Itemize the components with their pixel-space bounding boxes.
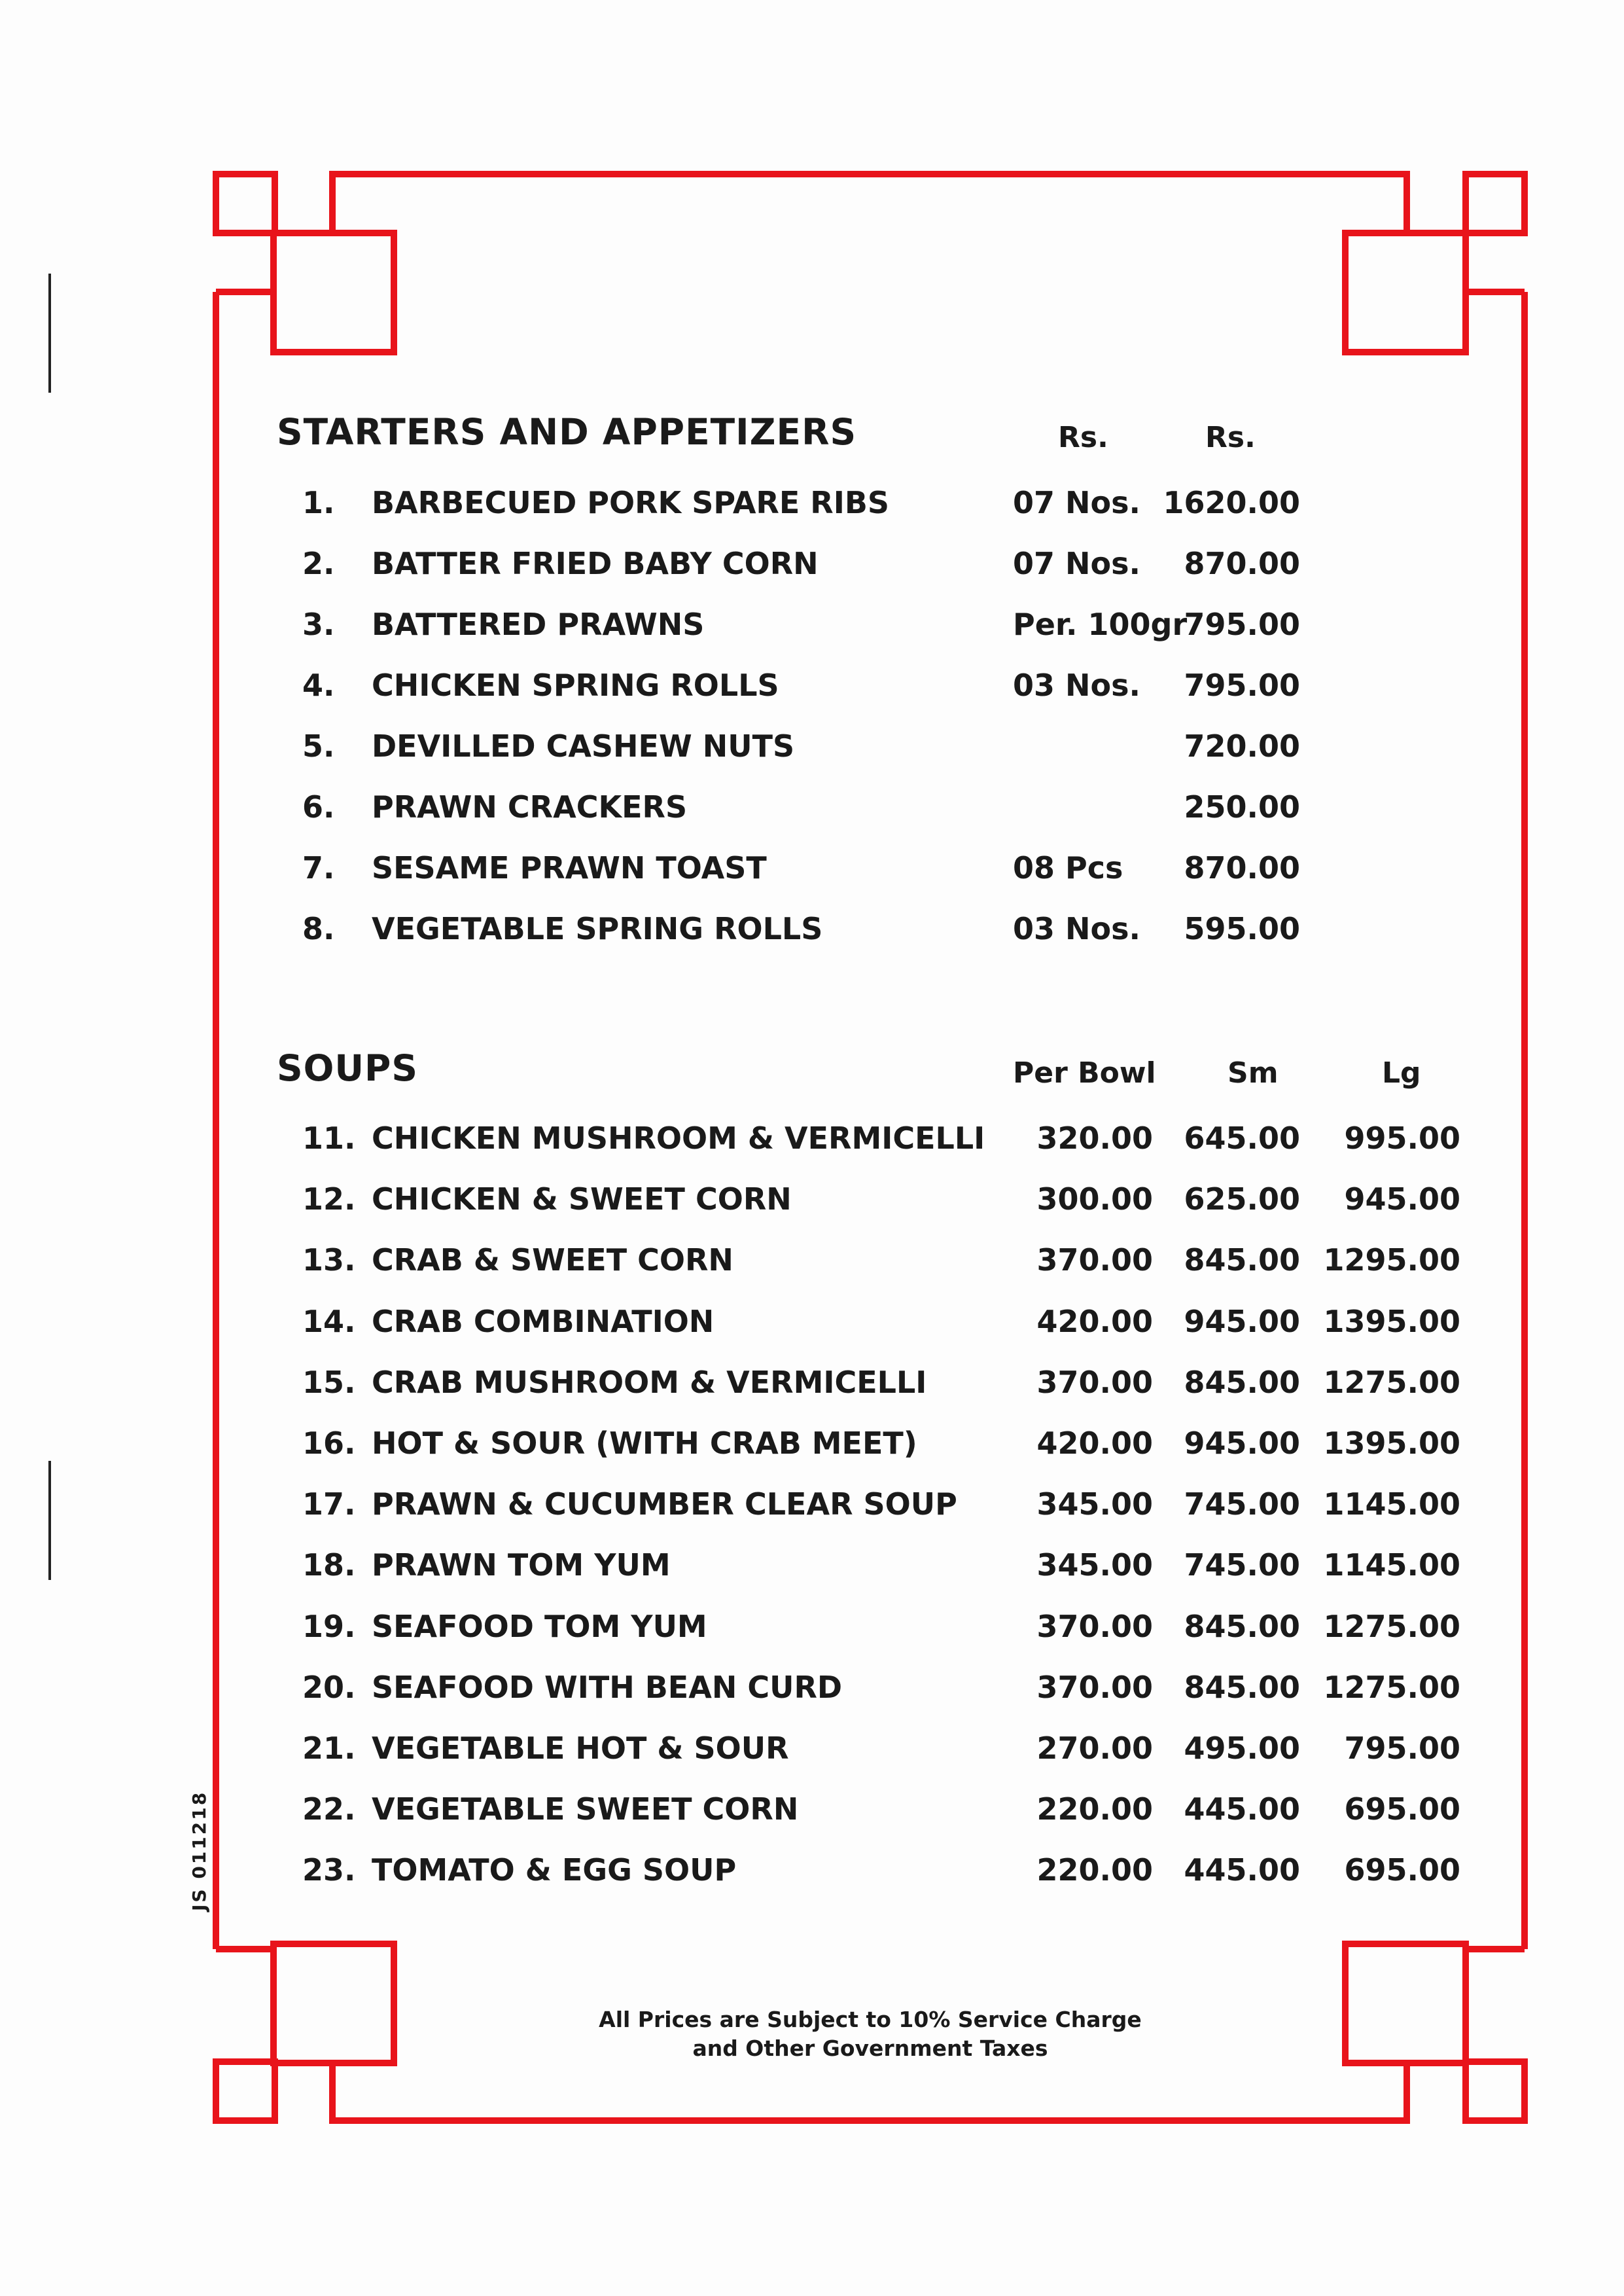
item-name: VEGETABLE SPRING ROLLS: [372, 911, 823, 946]
item-price-small: 845.00: [1184, 1608, 1300, 1644]
item-name: BARBECUED PORK SPARE RIBS: [372, 485, 890, 520]
soup-row: [0, 1119, 1624, 1158]
item-price-small: 625.00: [1184, 1181, 1300, 1217]
item-name: CHICKEN MUSHROOM & VERMICELLI: [372, 1121, 985, 1156]
item-price: 795.00: [1184, 668, 1300, 703]
starter-row: [0, 726, 1624, 766]
item-name: SESAME PRAWN TOAST: [372, 850, 767, 886]
item-price-large: 1145.00: [1323, 1547, 1460, 1583]
item-number: 21.: [302, 1731, 356, 1766]
footer-line-1: All Prices are Subject to 10% Service Charge: [599, 2007, 1142, 2032]
item-name: CRAB COMBINATION: [372, 1303, 715, 1339]
frame-corner-top-right-box-1: [1466, 174, 1525, 233]
frame-corner-top-right-box-2: [1345, 233, 1466, 352]
item-name: PRAWN & CUCUMBER CLEAR SOUP: [372, 1486, 957, 1522]
item-price-per-bowl: 370.00: [1036, 1242, 1153, 1278]
item-name: VEGETABLE HOT & SOUR: [372, 1731, 789, 1766]
item-number: 6.: [302, 789, 335, 825]
item-number: 15.: [302, 1364, 356, 1400]
item-name: CRAB MUSHROOM & VERMICELLI: [372, 1364, 927, 1400]
item-price: 870.00: [1184, 850, 1300, 886]
soups-col-sm: Sm: [1227, 1056, 1279, 1090]
item-number: 7.: [302, 850, 335, 886]
item-number: 14.: [302, 1303, 356, 1339]
soup-row: [0, 1607, 1624, 1646]
starter-row: [0, 787, 1624, 827]
item-number: 8.: [302, 911, 335, 946]
item-price-small: 745.00: [1184, 1486, 1300, 1522]
item-price-small: 745.00: [1184, 1547, 1300, 1583]
item-name: HOT & SOUR (WITH CRAB MEET): [372, 1426, 917, 1461]
item-price-large: 1275.00: [1323, 1364, 1460, 1400]
soup-row: [0, 1363, 1624, 1402]
margin-mark-top: [48, 274, 51, 393]
soup-row: [0, 1729, 1624, 1768]
item-price-per-bowl: 320.00: [1036, 1121, 1153, 1156]
item-price-small: 945.00: [1184, 1426, 1300, 1461]
starters-col-rs-1: Rs.: [1058, 421, 1108, 454]
item-price: 595.00: [1184, 911, 1300, 946]
soup-row: [0, 1179, 1624, 1219]
item-portion: 07 Nos.: [1013, 485, 1140, 520]
soup-row: [0, 1484, 1624, 1524]
frame-top-edge: [332, 174, 1407, 234]
item-price: 1620.00: [1163, 485, 1300, 520]
item-number: 17.: [302, 1486, 356, 1522]
item-price-large: 1395.00: [1323, 1426, 1460, 1461]
item-portion: 03 Nos.: [1013, 668, 1140, 703]
soup-row: [0, 1789, 1624, 1829]
item-price: 795.00: [1184, 607, 1300, 642]
item-name: SEAFOOD TOM YUM: [372, 1608, 707, 1644]
item-name: PRAWN TOM YUM: [372, 1547, 671, 1583]
item-portion: 03 Nos.: [1013, 911, 1140, 946]
item-number: 11.: [302, 1121, 356, 1156]
item-name: SEAFOOD WITH BEAN CURD: [372, 1669, 843, 1705]
item-number: 16.: [302, 1426, 356, 1461]
item-number: 2.: [302, 546, 335, 581]
item-price-per-bowl: 300.00: [1036, 1181, 1153, 1217]
item-price-large: 795.00: [1344, 1731, 1460, 1766]
item-price-small: 845.00: [1184, 1242, 1300, 1278]
soup-row: [0, 1668, 1624, 1707]
item-name: PRAWN CRACKERS: [372, 789, 688, 825]
item-price-large: 945.00: [1344, 1181, 1460, 1217]
item-price-per-bowl: 270.00: [1036, 1731, 1153, 1766]
frame-corner-bottom-right-box-1: [1466, 2062, 1525, 2121]
item-price-small: 495.00: [1184, 1731, 1300, 1766]
starter-row: [0, 666, 1624, 705]
item-price: 250.00: [1184, 789, 1300, 825]
starter-row: [0, 909, 1624, 948]
soups-title: SOUPS: [277, 1047, 418, 1089]
item-name: BATTER FRIED BABY CORN: [372, 546, 819, 581]
footer-line-2: and Other Government Taxes: [692, 2036, 1048, 2061]
soup-row: [0, 1545, 1624, 1585]
item-price-small: 945.00: [1184, 1303, 1300, 1339]
item-price-per-bowl: 420.00: [1036, 1303, 1153, 1339]
soups-col-lg: Lg: [1382, 1056, 1421, 1090]
item-price-per-bowl: 220.00: [1036, 1852, 1153, 1888]
item-price-per-bowl: 370.00: [1036, 1669, 1153, 1705]
item-number: 18.: [302, 1547, 356, 1583]
starter-row: [0, 848, 1624, 888]
item-price-small: 445.00: [1184, 1852, 1300, 1888]
soups-col-per-bowl: Per Bowl: [1013, 1056, 1156, 1090]
item-name: DEVILLED CASHEW NUTS: [372, 728, 795, 764]
frame-bottom-edge: [332, 2062, 1407, 2121]
item-price-small: 845.00: [1184, 1364, 1300, 1400]
footer-note: [0, 2005, 1624, 2063]
item-number: 19.: [302, 1608, 356, 1644]
item-name: CHICKEN & SWEET CORN: [372, 1181, 792, 1217]
item-price-large: 1145.00: [1323, 1486, 1460, 1522]
item-number: 20.: [302, 1669, 356, 1705]
item-portion: 08 Pcs: [1013, 850, 1123, 886]
soup-row: [0, 1424, 1624, 1463]
item-price-large: 1395.00: [1323, 1303, 1460, 1339]
item-price-small: 645.00: [1184, 1121, 1300, 1156]
item-price-large: 695.00: [1344, 1791, 1460, 1827]
document-code: JS 011218: [188, 1790, 210, 1911]
item-price-per-bowl: 370.00: [1036, 1364, 1153, 1400]
item-name: VEGETABLE SWEET CORN: [372, 1791, 799, 1827]
item-price-per-bowl: 370.00: [1036, 1608, 1153, 1644]
item-price-per-bowl: 345.00: [1036, 1486, 1153, 1522]
item-number: 4.: [302, 668, 335, 703]
item-portion: Per. 100gr: [1013, 607, 1188, 642]
item-portion: 07 Nos.: [1013, 546, 1140, 581]
soup-row: [0, 1240, 1624, 1280]
item-name: CHICKEN SPRING ROLLS: [372, 668, 779, 703]
item-number: 3.: [302, 607, 335, 642]
item-price-large: 1275.00: [1323, 1669, 1460, 1705]
frame-corner-bottom-left-box-1: [216, 2062, 275, 2121]
item-price-per-bowl: 345.00: [1036, 1547, 1153, 1583]
starters-col-rs-2: Rs.: [1205, 421, 1256, 454]
soup-row: [0, 1302, 1624, 1341]
item-price-per-bowl: 220.00: [1036, 1791, 1153, 1827]
frame-corner-top-left-box-1: [216, 174, 275, 233]
frame-corner-top-left-box-2: [274, 233, 394, 352]
item-price-per-bowl: 420.00: [1036, 1426, 1153, 1461]
item-name: CRAB & SWEET CORN: [372, 1242, 733, 1278]
item-price: 720.00: [1184, 728, 1300, 764]
item-number: 1.: [302, 485, 335, 520]
starters-title: STARTERS AND APPETIZERS: [277, 411, 857, 453]
item-price-large: 1295.00: [1323, 1242, 1460, 1278]
item-price-large: 995.00: [1344, 1121, 1460, 1156]
item-number: 5.: [302, 728, 335, 764]
item-number: 12.: [302, 1181, 356, 1217]
item-name: TOMATO & EGG SOUP: [372, 1852, 737, 1888]
item-number: 13.: [302, 1242, 356, 1278]
starter-row: [0, 483, 1624, 522]
item-price-large: 695.00: [1344, 1852, 1460, 1888]
item-price: 870.00: [1184, 546, 1300, 581]
starter-row: [0, 544, 1624, 583]
item-number: 22.: [302, 1791, 356, 1827]
item-price-small: 845.00: [1184, 1669, 1300, 1705]
item-name: BATTERED PRAWNS: [372, 607, 705, 642]
starter-row: [0, 605, 1624, 644]
item-price-small: 445.00: [1184, 1791, 1300, 1827]
soup-row: [0, 1850, 1624, 1890]
item-number: 23.: [302, 1852, 356, 1888]
item-price-large: 1275.00: [1323, 1608, 1460, 1644]
